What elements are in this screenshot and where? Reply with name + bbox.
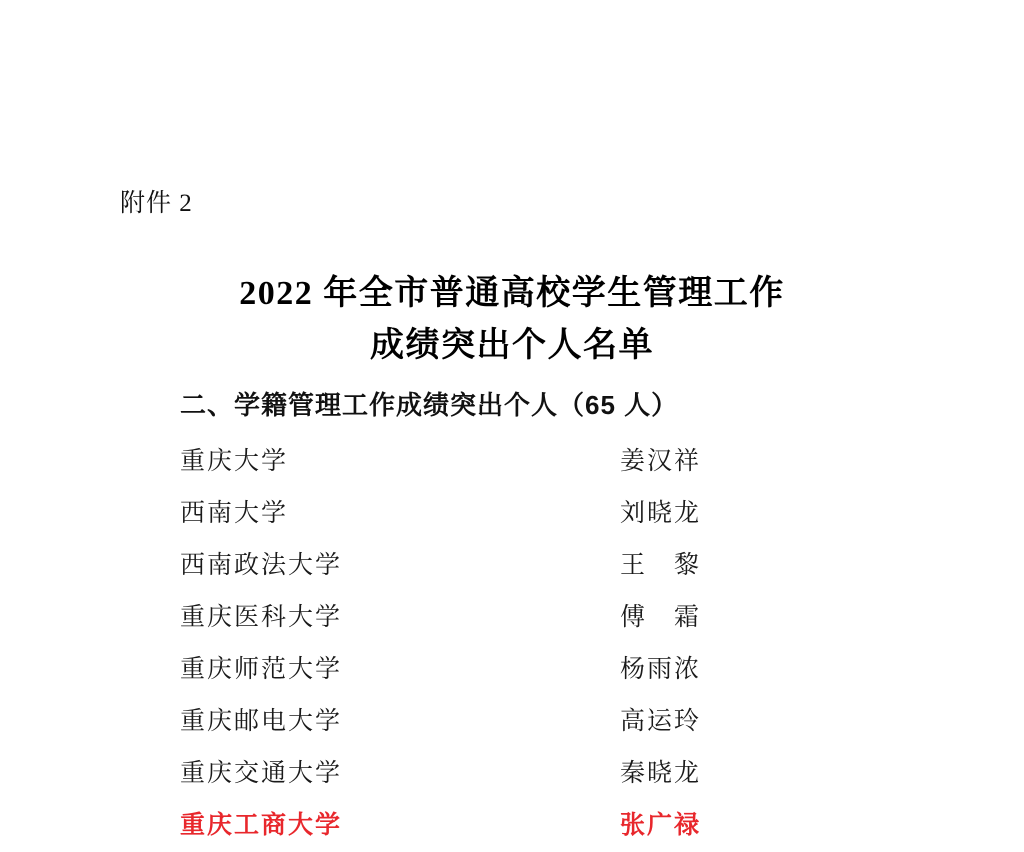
list-item (0, 748, 1024, 800)
list-item-school: 重庆邮电大学 (180, 708, 343, 735)
list-item-person: 秦晓龙 (620, 760, 702, 787)
page-title (0, 268, 1024, 372)
list-item-school: 重庆医科大学 (180, 604, 343, 631)
list-item-person: 杨雨浓 (620, 656, 702, 683)
list-item-school: 西南大学 (180, 500, 289, 527)
list-item-school: 重庆工商大学 (180, 812, 343, 839)
list-item (0, 436, 1024, 488)
list-item (0, 696, 1024, 748)
section-heading: 二、学籍管理工作成绩突出个人（65 人） (180, 390, 679, 420)
list-item (0, 644, 1024, 696)
list-item-school: 重庆师范大学 (180, 656, 343, 683)
list-item-school: 西南政法大学 (180, 552, 343, 579)
page-title-line-1: 2022 年全市普通高校学生管理工作 (239, 275, 785, 312)
list-item-person: 王 黎 (620, 552, 702, 579)
name-list (0, 436, 1024, 852)
list-item (0, 488, 1024, 540)
attachment-label: 附件 2 (120, 190, 193, 217)
list-item-school: 重庆大学 (180, 448, 289, 475)
list-item (0, 800, 1024, 852)
list-item-person: 姜汉祥 (620, 448, 702, 475)
list-item-person: 张广禄 (620, 812, 702, 839)
list-item (0, 540, 1024, 592)
list-item-person: 傅 霜 (620, 604, 702, 631)
list-item-person: 高运玲 (620, 708, 702, 735)
list-item-school: 重庆交通大学 (180, 760, 343, 787)
page-title-line-2: 成绩突出个人名单 (370, 327, 654, 364)
list-item (0, 592, 1024, 644)
list-item-person: 刘晓龙 (620, 500, 702, 527)
